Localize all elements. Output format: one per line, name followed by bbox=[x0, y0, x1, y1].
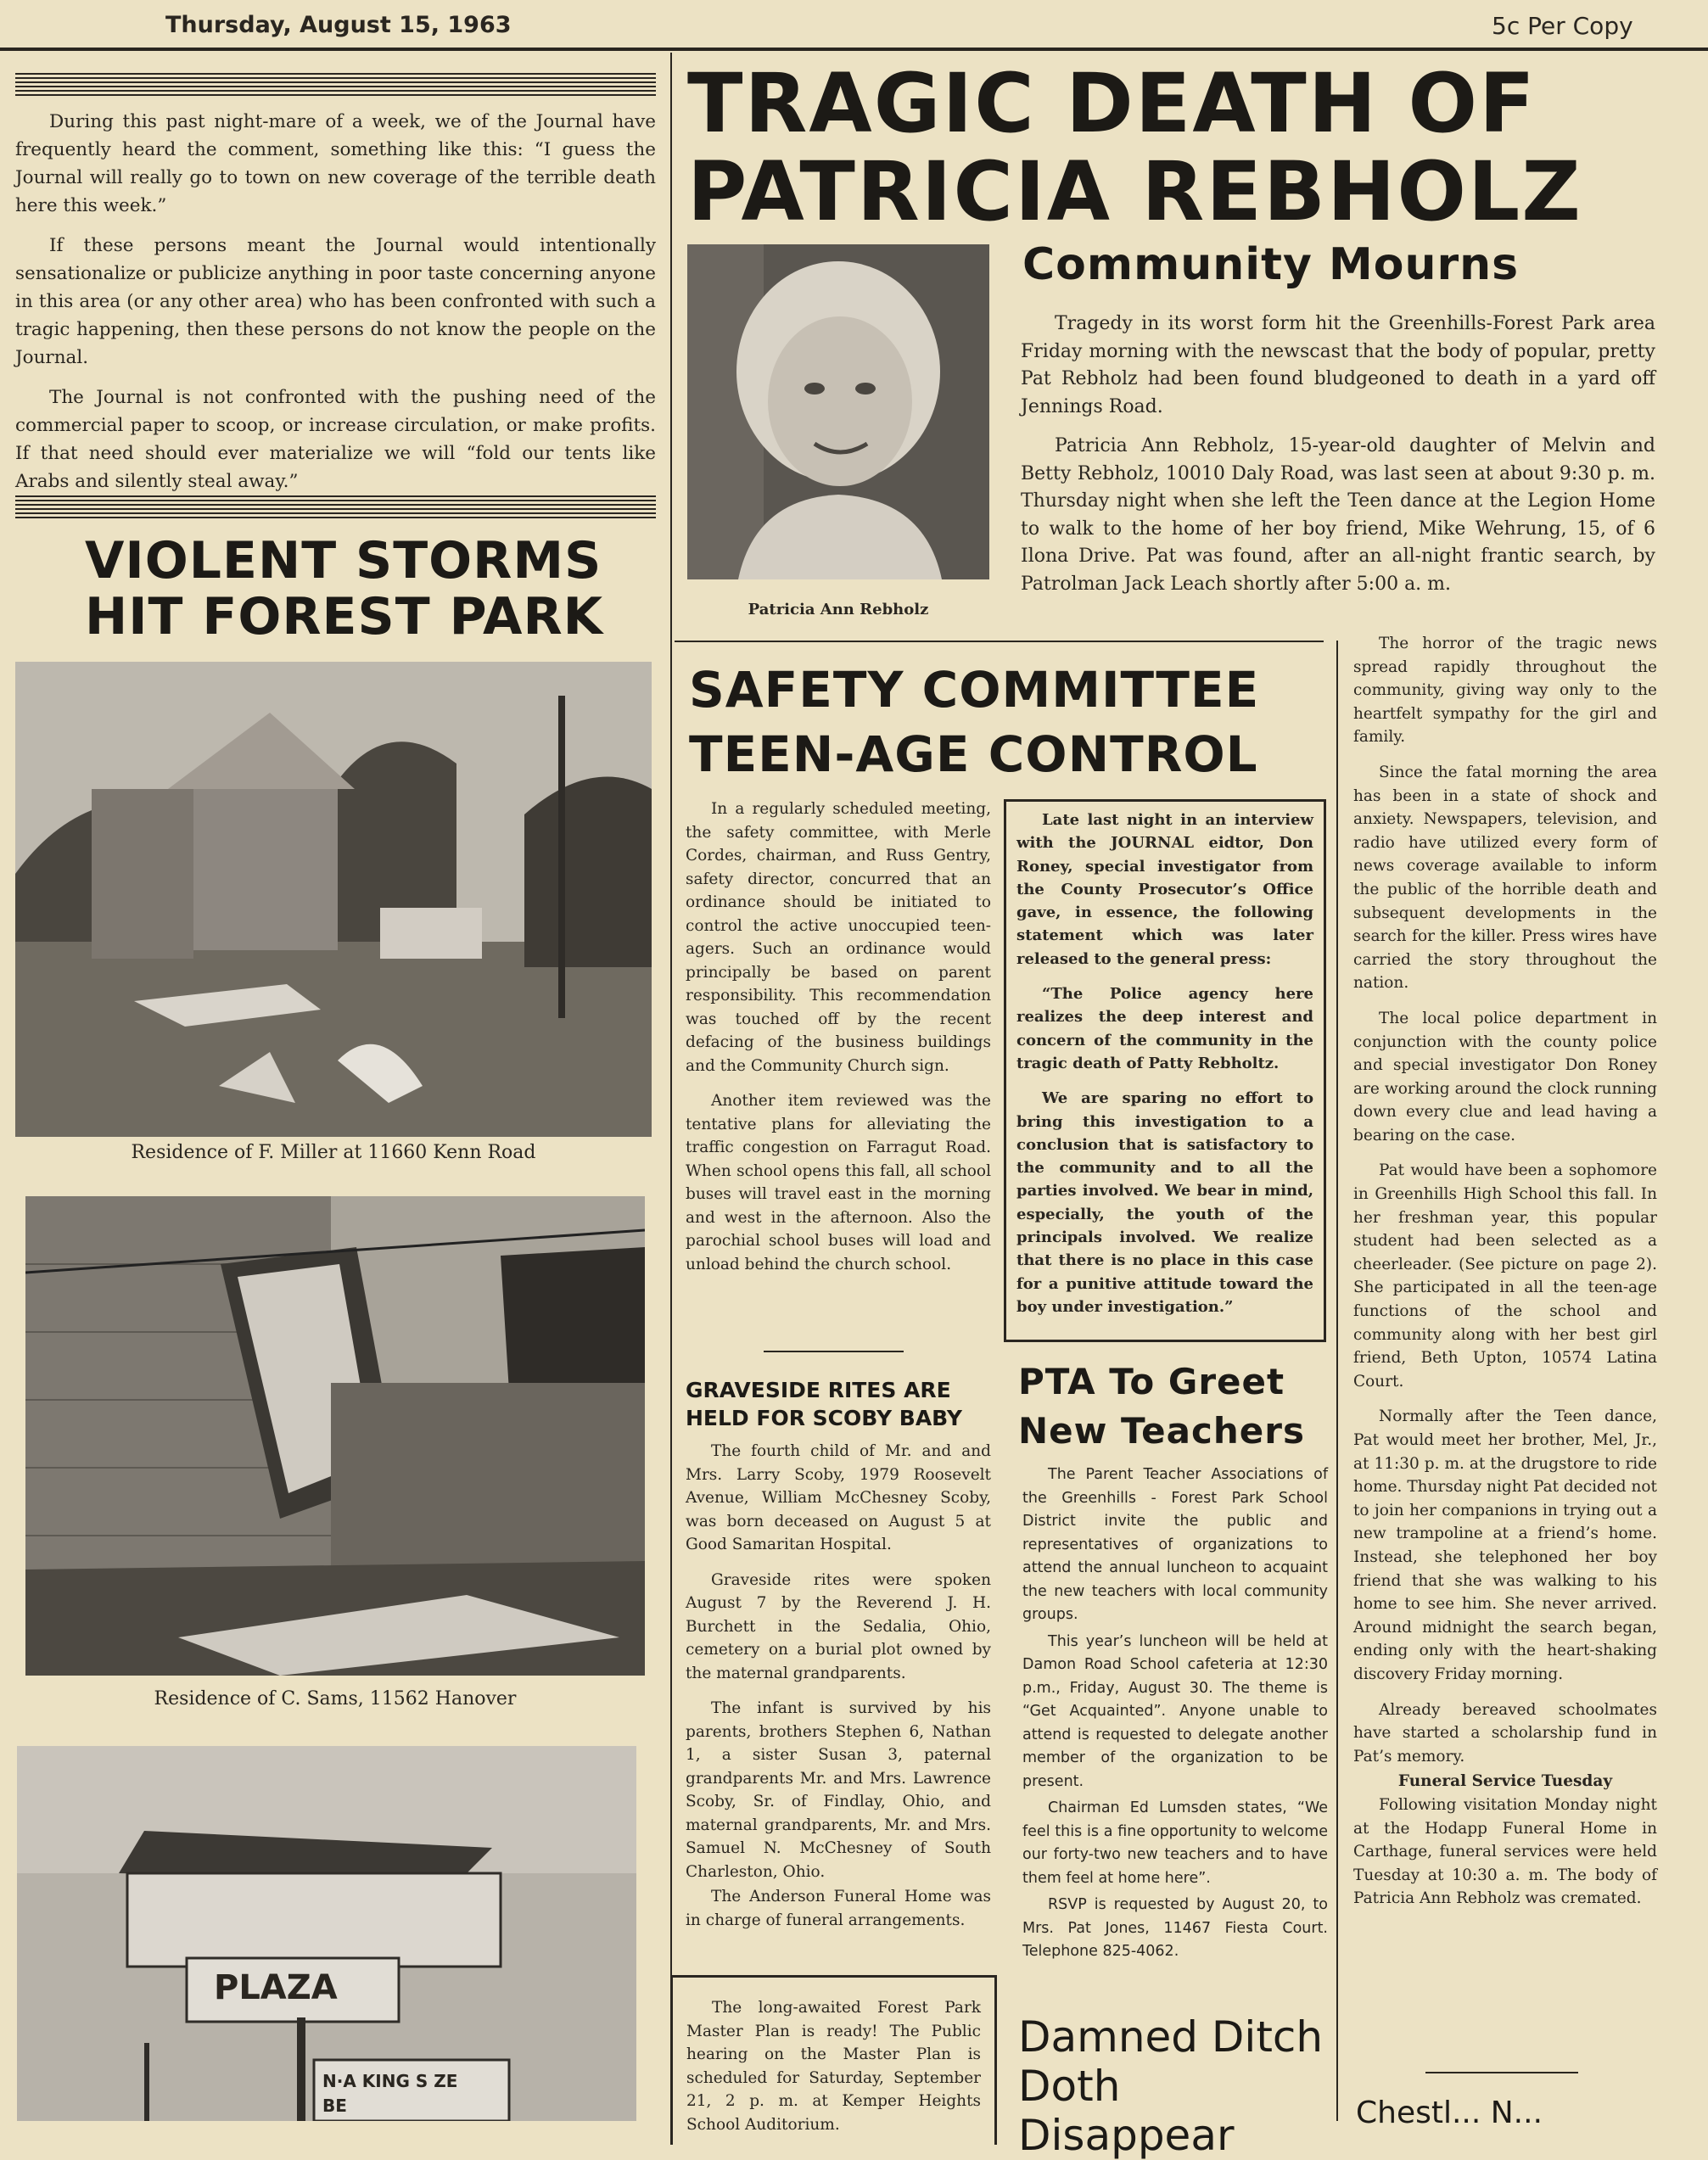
graveside-paragraph: Graveside rites were spoken August 7 by the Reverend J. H. Burchett in the Sedalia, Ohio, cemetery on a burial plot owned by the maternal grandparents. bbox=[686, 1570, 991, 1682]
statement-intro: Late last night in an interview with the JOURNAL eidtor, Don Roney, special investigator from the County Prosecutor’s Office gave, in essence, the following statement which was later released to the general press: bbox=[1016, 811, 1313, 968]
storm-photo-plaza-sign bbox=[17, 1746, 636, 2121]
continued-paragraph: Since the fatal morning the area has been in a state of shock and anxiety. Newspapers, television, and radio have utilized every form of news coverage available to inform the public of the horrible death and subsequent developments in the search for the killer. Press wires have carried the story throughout the nation. bbox=[1353, 763, 1657, 993]
main-headline: TRAGIC DEATH OF PATRICIA REBHOLZ bbox=[687, 56, 1582, 239]
graveside-headline: GRAVESIDE RITES ARE HELD FOR SCOBY BABY bbox=[686, 1378, 962, 1430]
editorial-top-rule bbox=[15, 73, 656, 98]
continued-paragraph: The local police department in conjunction with the county police and special investigator Don Roney are working around the clock running down every clue and lead having a bearing on the case. bbox=[1353, 1009, 1657, 1144]
safety-paragraph: In a regularly scheduled meeting, the safety committee, with Merle Cordes, chairman, and Russ Gentry, safety director, concurred that an ordinance should be initiated to control the active unoccupied teen-agers. Such an ordinance would principally be based on parent responsibility. This recommendation was touched off by the recent defacing of the business buildings and the Community Church sign. bbox=[686, 800, 991, 1075]
storm-photo-caption-2: Residence of C. Sams, 11562 Hanover bbox=[154, 1688, 517, 1710]
continued-paragraph: Already bereaved schoolmates have started a scholarship fund in Pat’s memory. bbox=[1353, 1700, 1657, 1765]
main-story-text bbox=[1021, 311, 1655, 610]
portrait-photo bbox=[687, 244, 989, 579]
storm-photo-miller-house bbox=[15, 662, 652, 1137]
graveside-paragraph: The fourth child of Mr. and and Mrs. Larry Scoby, 1979 Roosevelt Avenue, William McChesney Scoby, was born deceased on August 5 at Good Samaritan Hospital. bbox=[686, 1442, 991, 1553]
pta-paragraph: This year’s luncheon will be held at Damon Road School cafeteria at 12:30 p.m., Friday, August 30. The theme is “Get Acquainted”. Anyone unable to attend is requested to delegate another member of the organization to be present. bbox=[1022, 1632, 1328, 1790]
storm-photo-sams-house bbox=[25, 1196, 645, 1676]
right-col-end-rule bbox=[1425, 2072, 1578, 2073]
price: 5c Per Copy bbox=[1492, 12, 1633, 40]
pta-paragraph: Chairman Ed Lumsden states, “We feel this is a fine opportunity to welcome our forty-two new teachers and to have them feel at home here”. bbox=[1022, 1799, 1328, 1887]
ditch-headline: Damned Ditch Doth Disappear bbox=[1018, 2012, 1324, 2160]
editorial-paragraph: During this past night-mare of a week, we of the Journal have frequently heard the comment, something like this: “I guess the Journal will really go to town on new coverage of the terrible death here this week.” bbox=[15, 111, 656, 216]
cutoff-headline: Chestl... N... bbox=[1356, 2096, 1543, 2130]
graveside-paragraph: The infant is survived by his parents, brothers Stephen 6, Nathan 1, a sister Susan 3, paternal grandparents Mr. and Mrs. Lawrence Scoby, Sr. of Findlay, Ohio, and maternal grandparents, Mr. and Mrs. Samuel N. McChesney of South Charleston, Ohio. bbox=[686, 1699, 991, 1881]
masthead-rule bbox=[0, 48, 1708, 51]
pta-text bbox=[1022, 1463, 1328, 1976]
editorial-bottom-rule bbox=[15, 495, 656, 521]
editorial-text bbox=[15, 108, 656, 507]
master-plan-box bbox=[670, 1975, 997, 2145]
police-statement-box bbox=[1004, 799, 1326, 1342]
column-divider-right bbox=[1336, 641, 1338, 2121]
sign-letters-2: BE bbox=[322, 2096, 347, 2116]
funeral-subhead: Funeral Service Tuesday bbox=[1397, 1772, 1613, 1791]
safety-headline: SAFETY COMMITTEE TEEN-AGE CONTROL bbox=[689, 661, 1260, 783]
statement-quote: We are sparing no effort to bring this investigation to a conclusion that is satisfactory to the community and to all the parties involved. We bear in mind, especially, the youth of the principals involved. We realize that there is no place in this case for a punitive attitude toward the boy under investigation.” bbox=[1016, 1089, 1313, 1316]
safety-end-rule bbox=[764, 1351, 904, 1352]
main-paragraph: Patricia Ann Rebholz, 15-year-old daughter of Melvin and Betty Rebholz, 10010 Daly Road, was last seen at about 9:30 p. m. Thursday night when she left the Teen dance at the Legion Home to walk to the home of her boy friend, Mike Wehrung, 15, of 6 Ilona Drive. Pat was found, after an all-night frantic search, by Patrolman Jack Leach shortly after 5:00 a. m. bbox=[1021, 435, 1655, 595]
column-divider-left bbox=[670, 53, 672, 2121]
pta-paragraph: RSVP is requested by August 20, to Mrs. Pat Jones, 11467 Fiesta Court. Telephone 825-4062. bbox=[1022, 1896, 1328, 1960]
portrait-caption: Patricia Ann Rebholz bbox=[748, 601, 929, 618]
storms-headline: VIOLENT STORMS HIT FOREST PARK bbox=[85, 531, 604, 646]
graveside-text bbox=[686, 1440, 991, 1944]
issue-date: Thursday, August 15, 1963 bbox=[165, 12, 512, 38]
continued-paragraph: Pat would have been a sophomore in Greenhills High School this fall. In her freshman year, this popular student had been selected as a cheerleader. (See picture on page 2). She participated in all the teen-age functions of the school and community along with her best girl friend, Beth Upton, 10574 Latina Court. bbox=[1353, 1161, 1657, 1391]
main-paragraph: Tragedy in its worst form hit the Greenhills-Forest Park area Friday morning with the newscast that the body of popular, pretty Pat Rebholz had been found bludgeoned to death in a yard off Jennings Road. bbox=[1021, 313, 1655, 417]
community-mourns-subhead: Community Mourns bbox=[1022, 239, 1520, 290]
safety-text bbox=[686, 797, 991, 1288]
storm-photo-caption-1: Residence of F. Miller at 11660 Kenn Road bbox=[131, 1142, 536, 1163]
graveside-paragraph: The Anderson Funeral Home was in charge of funeral arrangements. bbox=[686, 1888, 991, 1929]
editorial-paragraph: The Journal is not confronted with the pushing need of the commercial paper to scoop, or increase circulation, or make profits. If that need should ever materialize we will “fold our tents like Arabs and silently steal away.” bbox=[15, 387, 656, 492]
rebholz-continued-text bbox=[1353, 632, 1657, 1922]
pta-headline: PTA To Greet New Teachers bbox=[1018, 1361, 1305, 1452]
statement-quote: “The Police agency here realizes the deep interest and concern of the community in the tragic death of Patty Rebholtz. bbox=[1016, 985, 1313, 1072]
pta-paragraph: The Parent Teacher Associations of the Greenhills - Forest Park School District invite the public and representatives of organizations to attend the annual luncheon to acquaint the new teachers with local community groups. bbox=[1022, 1466, 1328, 1623]
safety-paragraph: Another item reviewed was the tentative plans for alleviating the traffic congestion on Farragut Road. When school opens this fall, all school buses will travel east in the morning and west in the afternoon. Also the parochial school buses will load and unload behind the church school. bbox=[686, 1092, 991, 1273]
editorial-paragraph: If these persons meant the Journal would intentionally sensationalize or publicize anything in poor taste concerning anyone in this area (or any other area) who has been confronted with such a tragic happening, then these persons do not know the people on the Journal. bbox=[15, 235, 656, 368]
continued-paragraph: Normally after the Teen dance, Pat would meet her brother, Mel, Jr., at 11:30 p. m. at the drugstore to ride home. Thursday night Pat decided not to join her companions in trying out a new trampoline at a friend’s home. Instead, she telephoned her boy friend that she was walking to his home to see him. She never arrived. Around midnight the search began, ending only with the heart-shaking discovery Friday morning. bbox=[1353, 1407, 1657, 1683]
sign-letters: N·A KING S ZE bbox=[322, 2071, 458, 2091]
master-plan-text: The long-awaited Forest Park Master Plan is ready! The Public hearing on the Master Plan is scheduled for Saturday, September 21, 2 p. m. at Kemper Heights School Auditorium. bbox=[686, 1999, 981, 2134]
main-story-rule bbox=[675, 641, 1324, 642]
funeral-paragraph: Following visitation Monday night at the Hodapp Funeral Home in Carthage, funeral services were held Tuesday at 10:30 a. m. The body of Patricia Ann Rebholz was cremated. bbox=[1353, 1795, 1657, 1908]
plaza-sign-text: PLAZA bbox=[214, 1968, 338, 2007]
continued-paragraph: The horror of the tragic news spread rapidly throughout the community, giving way only to the heartfelt sympathy for the girl and family. bbox=[1353, 635, 1657, 747]
